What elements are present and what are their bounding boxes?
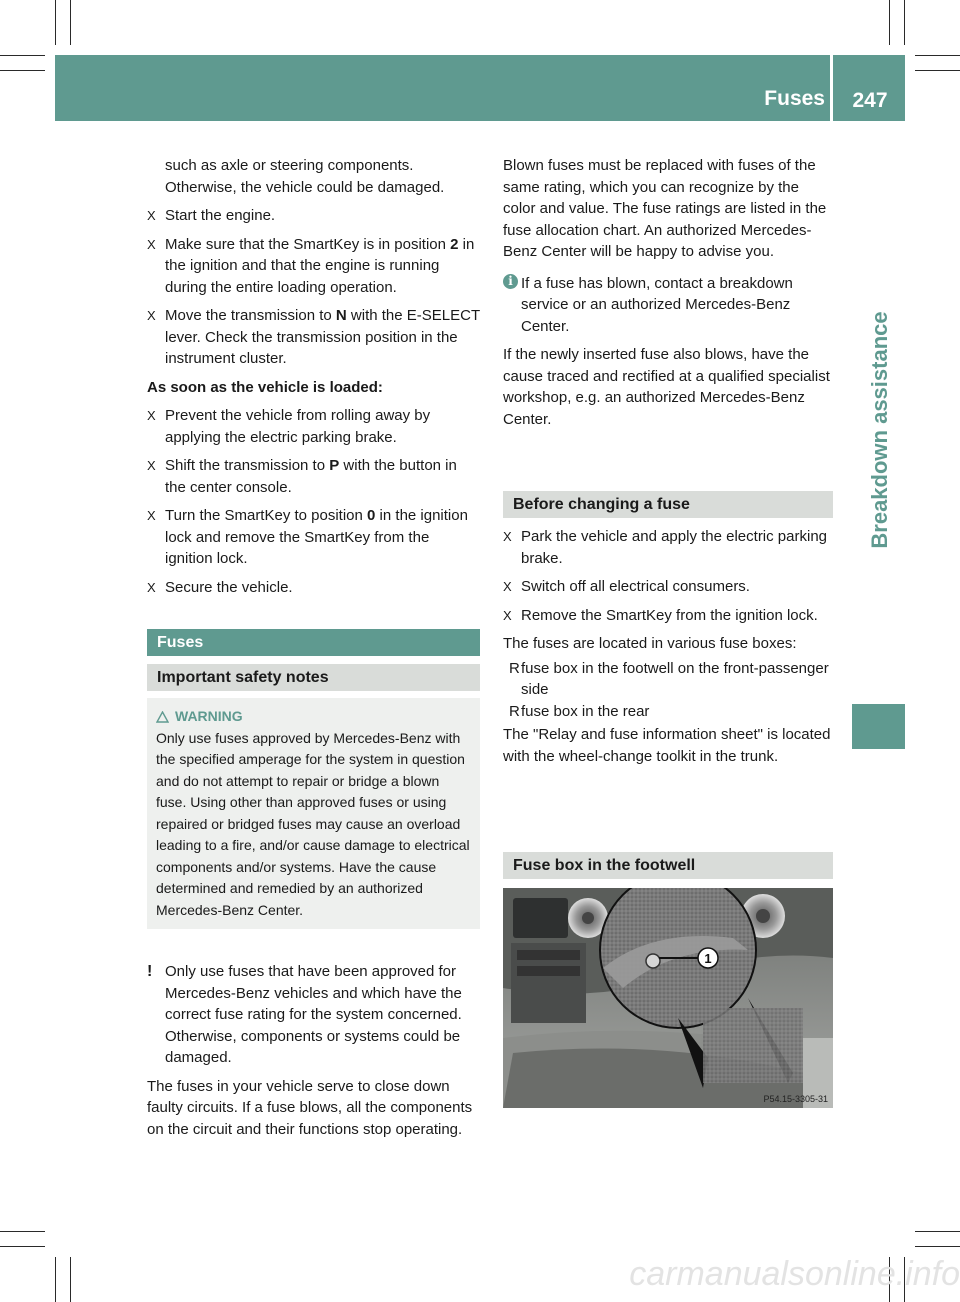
list-item: X Remove the SmartKey from the ignition lock. xyxy=(503,606,818,624)
crop-mark xyxy=(55,1257,56,1302)
crop-mark xyxy=(70,0,71,45)
list-item: X Park the vehicle and apply the electric parking brake. xyxy=(503,528,828,567)
blown-paragraph: Blown fuses must be replaced with fuses of the same rating, which you can recognize by the color and value. The fuse ratings are listed in the fuse allocation chart. An authorized Mercedes-Benz Center will be happy to advise you. xyxy=(503,157,827,260)
intro-continuation: such as axle or steering components. Otherwise, the vehicle could be damaged. xyxy=(165,157,445,196)
section-title: Fuses xyxy=(147,629,480,656)
sidebar-tab-marker xyxy=(852,704,905,749)
crop-mark xyxy=(55,0,56,45)
subsection-title: Important safety notes xyxy=(147,664,480,691)
loaded-heading: As soon as the vehicle is loaded: xyxy=(147,378,383,396)
footwell-title: Fuse box in the footwell xyxy=(503,852,833,879)
page-header xyxy=(55,55,905,121)
crop-mark xyxy=(915,70,960,71)
warning-triangle-icon xyxy=(156,708,169,730)
closing-paragraph: The fuses in your vehicle serve to close down faulty circuits. If a fuse blows, all the components on the circuit and their functions stop operating. xyxy=(147,1077,473,1138)
sidebar-label: Breakdown assistance xyxy=(867,311,892,549)
list-item: R fuse box in the footwell on the front-passenger side xyxy=(509,659,829,698)
steps-list xyxy=(147,405,480,598)
crop-mark xyxy=(0,70,45,71)
crop-mark xyxy=(0,1231,45,1232)
crop-mark xyxy=(0,1246,45,1247)
relay-paragraph: The "Relay and fuse information sheet" is located with the wheel-change toolkit in the trunk. xyxy=(503,726,831,765)
header-separator xyxy=(830,55,833,121)
list-item: X Switch off all electrical consumers. xyxy=(503,578,750,595)
crop-mark xyxy=(915,55,960,56)
left-column-lower xyxy=(147,961,480,1147)
located-paragraph: The fuses are located in various fuse boxes: xyxy=(503,635,797,652)
before-changing-title: Before changing a fuse xyxy=(503,491,833,518)
steps-list xyxy=(147,205,480,370)
warning-heading: WARNING xyxy=(156,706,472,728)
list-item: X Shift the transmission to P with the button in the center console. xyxy=(147,457,457,496)
left-column xyxy=(147,155,480,605)
crop-mark xyxy=(915,1246,960,1247)
newly-inserted-paragraph: If the newly inserted fuse also blows, have the cause traced and rectified at a qualified specialist workshop, e.g. an authorized Mercedes-Benz Center. xyxy=(503,346,830,428)
list-item: R fuse box in the rear xyxy=(509,702,650,720)
figure-callout: 1 xyxy=(704,951,712,966)
crop-mark xyxy=(889,0,890,45)
fuse-box-illustration xyxy=(503,888,833,1108)
right-column xyxy=(503,155,834,437)
crop-mark xyxy=(904,0,905,45)
list-item: X Start the engine. xyxy=(147,207,276,224)
list-item: X Move the transmission to N with the E-SELECT lever. Check the transmission position in the instrument cluster. xyxy=(147,307,480,367)
list-item: X Prevent the vehicle from rolling away by applying the electric parking brake. xyxy=(147,407,431,446)
figure-code: P54.15-3305-31 xyxy=(763,1094,828,1104)
crop-mark xyxy=(70,1257,71,1302)
watermark: carmanualsonline.info xyxy=(629,1255,960,1293)
warning-box xyxy=(147,698,480,929)
header-title: Fuses xyxy=(764,87,825,110)
page-number: 247 xyxy=(852,89,888,112)
right-column-middle xyxy=(503,526,834,774)
crop-mark xyxy=(915,1231,960,1232)
list-item: X Secure the vehicle. xyxy=(147,578,293,596)
caution-note: ! Only use fuses that have been approved for Mercedes-Benz vehicles and which have the correct fuse rating for the system concerned. Otherwise, components or systems could be damaged. xyxy=(147,963,462,1066)
info-note: i If a fuse has blown, contact a breakdown service or an authorized Mercedes-Benz Center. xyxy=(503,273,834,338)
warning-text: Only use fuses approved by Mercedes-Benz with the specified amperage for the system in question and do not attempt to repair or bridge a blown fuse. Using other than approved fuses or using repaired or bridged fuses may cause an overload leading to a fire, and/or cause damage to electrical components and/or systems. Have the cause determined and remedied by an authorized Mercedes-Benz Center. xyxy=(156,729,470,918)
list-item: X Turn the SmartKey to position 0 in the ignition lock and remove the SmartKey from the ignition lock. xyxy=(147,507,468,567)
fuse-box-figure xyxy=(503,888,833,1108)
crop-mark xyxy=(0,55,45,56)
caution-icon: ! xyxy=(147,963,153,980)
list-item: X Make sure that the SmartKey is in position 2 in the ignition and that the engine is running during the entire loading operation. xyxy=(147,235,475,296)
info-icon: i xyxy=(503,274,518,289)
